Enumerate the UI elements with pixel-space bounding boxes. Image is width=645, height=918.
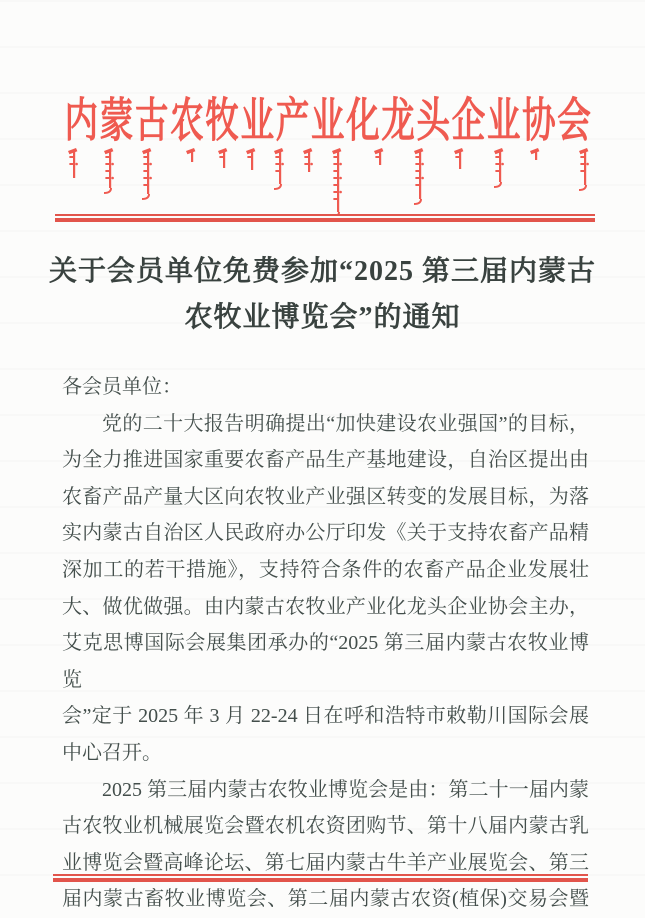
- mongolian-glyph: [454, 148, 463, 169]
- mongolian-glyph: [274, 148, 284, 189]
- body-line: 各会员单位：: [62, 376, 182, 398]
- body-line: 深加工的若干措施》，支持符合条件的农畜产品企业发展壮: [62, 558, 589, 581]
- mongolian-glyph: [303, 148, 313, 172]
- mongolian-glyph: [246, 148, 255, 170]
- body-line: 大、做优做强。由内蒙古农牧业产业化龙头企业协会主办，: [62, 595, 589, 618]
- mongolian-glyph: [104, 148, 114, 193]
- mongolian-glyph: [530, 148, 539, 160]
- body-line: 届内蒙古畜牧业博览会、第二届内蒙古农资(植保)交易会暨: [62, 888, 589, 911]
- notice-body: [62, 369, 589, 918]
- notice-title-line2: 农牧业博览会”的通知: [184, 302, 461, 333]
- mongolian-glyph: [142, 148, 152, 199]
- mongolian-glyph: [579, 148, 589, 190]
- mongolian-glyph: [186, 148, 195, 162]
- body-line: 2025 第三届内蒙古农牧业博览会是由：第二十一届内蒙: [102, 778, 589, 801]
- body-line: 实内蒙古自治区人民政府办公厅印发《关于支持农畜产品精: [62, 522, 589, 545]
- notice-title: [0, 249, 645, 341]
- body-line: 农畜产品产量大区向农牧业产业强区转变的发展目标，为落: [62, 485, 589, 508]
- body-line: 为全力推进国家重要农畜产品生产基地建设，自治区提出由: [62, 449, 589, 472]
- body-line: 中心召开。: [62, 741, 162, 764]
- mongolian-glyph: [494, 148, 504, 187]
- mongolian-vertical-script-icon: [0, 144, 645, 214]
- body-line: 党的二十大报告明确提出“加快建设农业强国”的目标，: [102, 412, 589, 435]
- body-line: 艾克思博国际会展集团承办的“2025 第三届内蒙古农牧业博览: [62, 632, 589, 691]
- body-line: 会”定于 2025 年 3 月 22-24 日在呼和浩特市敕勒川国际会展: [62, 705, 589, 728]
- mongolian-glyph: [68, 148, 78, 178]
- mongolian-glyph: [332, 148, 342, 214]
- mongolian-glyph: [374, 148, 383, 165]
- mongolian-glyph: [218, 148, 227, 168]
- body-line: 业博览会暨高峰论坛、第七届内蒙古牛羊产业展览会、第三: [62, 851, 589, 874]
- body-line: 古农牧业机械展览会暨农机农资团购节、第十八届内蒙古乳: [62, 815, 589, 838]
- mongolian-glyph: [414, 148, 424, 204]
- footer-divider-line: [53, 874, 588, 882]
- mongolian-script: [0, 144, 645, 214]
- notice-title-line1: 关于会员单位免费参加“2025 第三届内蒙古: [48, 256, 596, 287]
- letterhead-divider-line: [55, 214, 595, 222]
- letterhead-org-name: 内蒙古农牧业产业化龙头企业协会: [64, 96, 593, 148]
